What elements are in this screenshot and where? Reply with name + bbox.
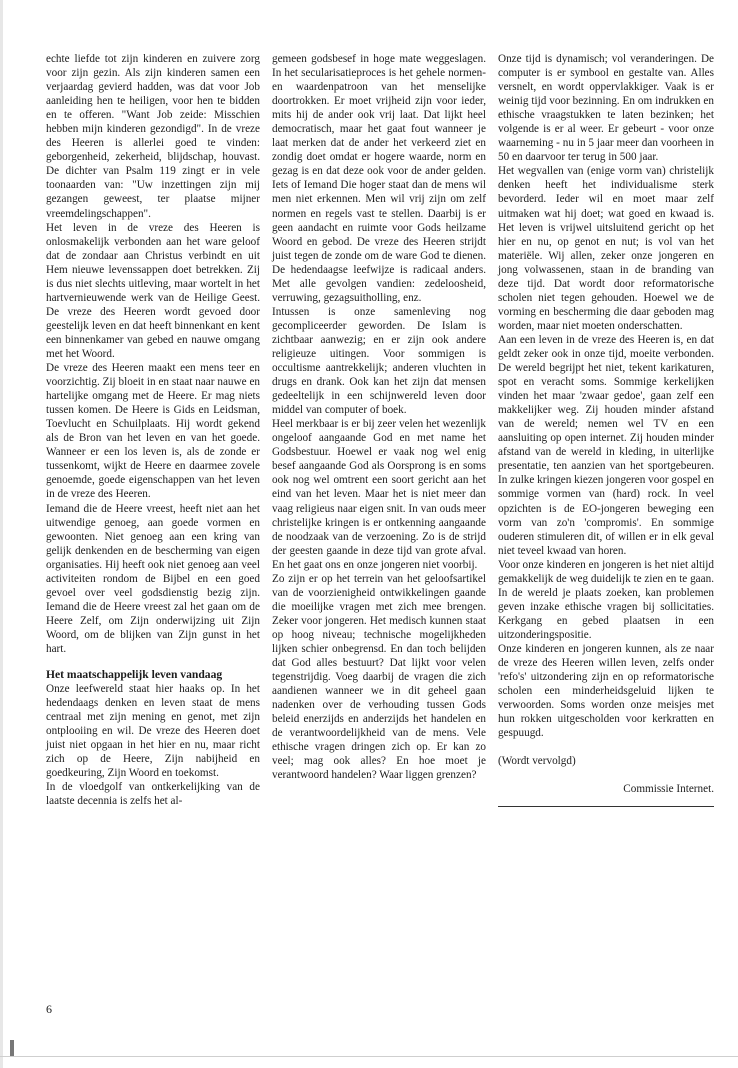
scan-mark [10,1040,14,1056]
signature: Commissie Internet. [623,783,714,796]
paragraph: Het leven in de vreze des Heeren is onlosmakelijk verbonden aan het ware geloof dat de zondaar aan Christus verbindt en uit Hem nieuwe levenssappen doet betrekken. Zij is dus niet slechts uitleving, maar wortelt in het hartvernieuwende werk van de Heilige Geest. De vreze des Heeren wordt gevoed door geestelijk leven en dat heeft binnenkant en kent een binnenkamer van gebed en nauwe omgang met het Woord. [46,221,260,360]
paragraph: Het wegvallen van (enige vorm van) christelijk denken heeft het individualisme sterk bevorderd. Ieder wil en moet maar zelf uitmaken wat hij doet; wat goed en kwaad is. Het leven is vrijwel uitsluitend gericht op het hier en nu, op genot en nut; is vol van het materiële. Wij allen, zeker onze jongeren en jong volwassenen, staan in de branding van deze tijd. Dat wordt door reformatorische scholen niet tegen gehouden. Hoewel we de vorming en bescherming die daar geboden mag worden, maar niet moeten onderschatten. [498,165,714,332]
paragraph: Onze tijd is dynamisch; vol veranderingen. De computer is er symbool en gestalte van. Alles versnelt, en wordt oppervlakkiger. Vaak is er weinig tijd voor bezinning. En om indrukken en ethische vraagstukken te laten bezinken; het volgende is er al weer. Er gebeurt - voor onze waarneming - nu in 5 jaar meer dan voorheen in 50 en daarvoor ter terug in 500 jaar. [498,53,714,164]
paragraph: Aan een leven in de vreze des Heeren is, en dat geldt zeker ook in onze tijd, moeite verbonden. De wereld begrijpt het niet, tekent karikaturen, spot en veracht soms. Sommige kerkelijken vinden het maar 'zwaar gedoe', gaan zelf een makkelijker weg. Zij houden minder afstand van de wereld; nemen wel TV en een aansluiting op open internet. Zij houden minder afstand van de wereld in kleding, in uiterlijke presentatie, ten aanzien van het sportgebeuren. In zulke kringen kiezen jongeren voor gospel en sommige vormen van (hard) rock. In veel opzichten is de EO-jongeren beweging een vorm van zo'n 'compromis'. En sommige ouderen stimuleren dit, of willen er in elk geval niet teveel kwaad van horen. [498,333,714,557]
paragraph: echte liefde tot zijn kinderen en zuivere zorg voor zijn gezin. Als zijn kinderen samen een verjaardag gevierd hadden, was dat voor Job aanleiding hen te heiligen, voor hen te bidden en te offeren. "Want Job zeide: Misschien hebben mijn kinderen gezondigd". In de vreze des Heeren is allerlei goed te vinden: geborgenheid, zekerheid, blijdschap, houvast. De dichter van Psalm 119 zingt er in vele toonaarden van: "Uw inzettingen zijn mij gezangen geweest, ter plaatse mijner vreemdelingschappen". [46,53,260,220]
end-rule [498,806,714,807]
page-number: 6 [46,1002,52,1016]
paragraph: Iemand die de Heere vreest, heeft niet aan het uitwendige genoeg, aan goede vormen en gewoonten. Niet genoeg aan een kring van gelijk denkenden en de bescherming van eigen organisaties. Hij heeft ook niet genoeg aan veel activiteiten rondom de Bijbel en een goed gevoel over veel godsdienstig bezig zijn. Iemand die de Heere vreest zal het gaan om de Heere Zelf, om Zijn onderwijzing uit Zijn Woord, om de blijken van Zijn gunst in het hart. [46,502,260,655]
section-heading: Het maatschappelijk leven vandaag [46,668,223,682]
paragraph: gemeen godsbesef in hoge mate weggeslagen. In het secularisatieproces is het gehele normen- en waardenpatroon van het menselijke doortrokken. Er moet vrijheid zijn voor ieder, mits hij de ander ook vrij laat. Dat lijkt heel democratisch, maar het gaat fout wanneer je laat merken dat de ander het verkeerd ziet en zondig doet omdat er hogere waarde, norm en gezag is en dat deze ook voor de ander gelden. Iets of Iemand Die hoger staat dan de mens wil men niet erkennen. Men wil vrij zijn om zelf normen en regels vast te stellen. Daarbij is er geen aandacht en ruimte voor Gods heilzame Woord en gebod. De vreze des Heeren strijdt juist tegen de zonde om de ware God te dienen. De hedendaagse leefwijze is radicaal anders. Met alle gevolgen vandien: zedeloosheid, verruwing, gezagsuitholling, enz. [272,53,486,304]
bottom-rule [0,1056,738,1057]
paragraph: Onze leefwereld staat hier haaks op. In het hedendaags denken en leven staat de mens centraal met zijn mening en genot, met zijn ontplooiing en wil. De vreze des Heeren doet juist niet opgaan in het hier en nu, maar richt zich op de Heere, Zijn nabijheid en goedkeuring, Zijn Woord en toekomst. [46,683,260,780]
paragraph: Heel merkbaar is er bij zeer velen het wezenlijk ongeloof aangaande God en met name het Godsbestuur. Hoewel er vaak nog wel enig besef aangaande God als Oorsprong is en soms ook nog wel omtrent een soort gericht aan het eind van het leven. Maar het is niet meer dan vaag religieus naar eigen snit. In van ouds meer christelijke kringen is er ontkenning aangaande de noodzaak van de verzoening. Zo is de strijd der geesten gaande in deze tijd van grote afval. En het gaat ons en onze jongeren niet voorbij. [272,418,486,571]
paragraph: Zo zijn er op het terrein van het geloofsartikel van de voorzienigheid ontwikkelingen gaande die moeilijke vragen met zich mee brengen. Zeker voor jongeren. Het medisch kunnen staat op hoog niveau; technische mogelijkheden lijken schier onbegrensd. En dan toch belijden dat God alles bestuurt? Dat lijkt voor velen tegenstrijdig. Voeg daarbij de vragen die zich aandienen wanneer we in dit geheel gaan nadenken over de verhouding tussen Gods beleid enerzijds en anderzijds het handelen en de verantwoordelijkheid van de mens. Vele ethische vragen dringen zich op. Er kan zo veel; mag ook alles? En hoe moet je verantwoord handelen? Waar liggen grenzen? [272,572,486,782]
column-2 [272,52,486,782]
scan-edge [0,0,3,1068]
paragraph: Onze kinderen en jongeren kunnen, als ze naar de vreze des Heeren willen leven, zelfs onder 'refo's' uitzondering zijn en op reformatorische scholen een minderheidsgeluid lijken te verwoorden. Soms worden onze meisjes met hun rokken uitgescholden voor kerkratten en gespuugd. [498,642,714,740]
continued-note: (Wordt vervolgd) [498,755,576,768]
paragraph: Voor onze kinderen en jongeren is het niet altijd gemakkelijk de weg duidelijk te zien en te gaan. In de wereld je plaats zoeken, kan problemen geven inzake ethische vragen bij sollicitaties. Kerkgang en gebed plaatsen in een uitzonderingspositie. [498,558,714,641]
paragraph: Intussen is onze samenleving nog gecompliceerder geworden. De Islam is zichtbaar aanwezig; en er zijn ook andere religieuze uitingen. Voor sommigen is occultisme aantrekkelijk; anderen vluchten in drugs en drank. Ook kan het zijn dat mensen gedeeltelijk in een schijnwereld leven door middel van computer of boek. [272,305,486,417]
column-3 [498,52,714,807]
paragraph: In de vloedgolf van ontkerkelijking van de laatste decennia is zelfs het al- [46,781,260,808]
column-1 [46,52,260,808]
paragraph: De vreze des Heeren maakt een mens teer en voorzichtig. Zij bloeit in en staat naar nauwe en hartelijke omgang met de Heere. Er mag niets tussen komen. De Heere is Gids en Leidsman, Toevlucht en Schuilplaats. Hij wordt gekend als de Bron van het leven en van het goede. Wanneer er een los leven is, als de zonde er tussenkomt, wijkt de Heere en daarmee zovele genoemde, goede eigenschappen van het leven in de vreze des Heeren. [46,362,260,501]
